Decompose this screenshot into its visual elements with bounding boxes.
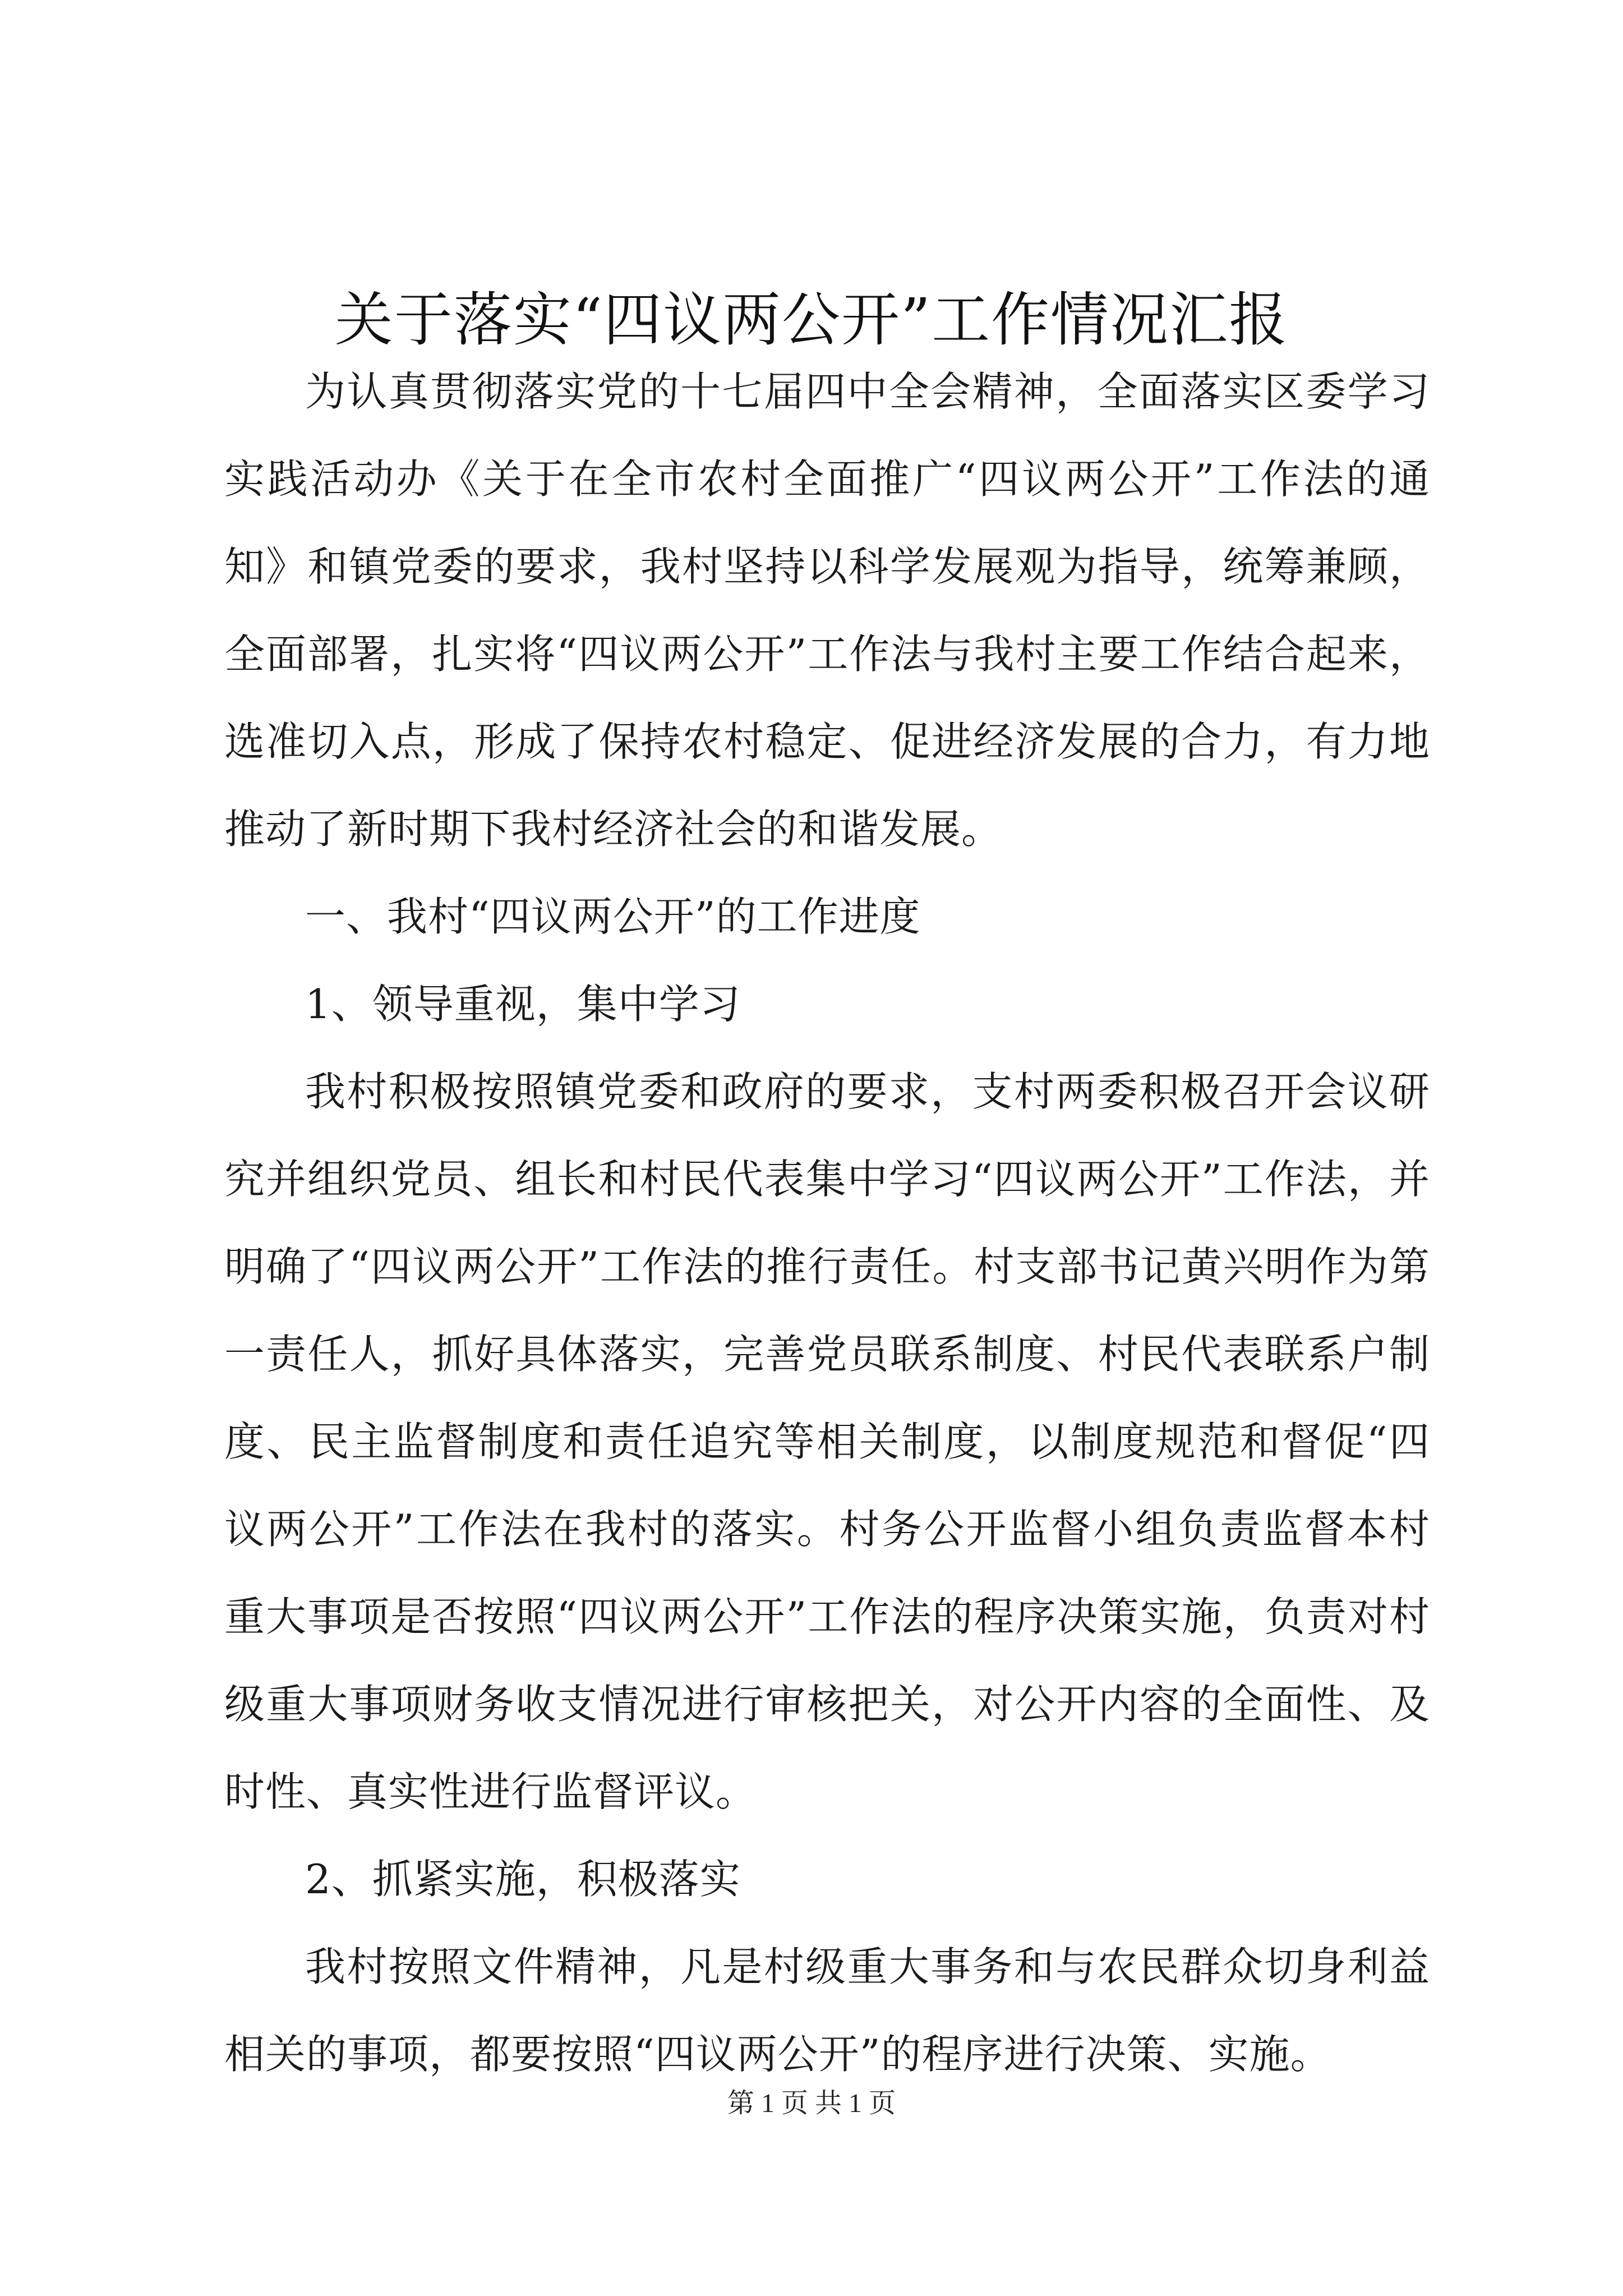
- document-title: 关于落实“四议两公开”工作情况汇报: [334, 286, 1289, 354]
- section-heading-1: 一、我村“四议两公开”的工作进度: [305, 893, 921, 940]
- body-paragraph-2: 我村按照文件精神，凡是村级重大事务和与农民群众切身利益相关的事项，都要按照“四议两公开”的程序进行决策、实施。: [224, 1943, 1430, 2078]
- subsection-heading-2: 2、抓紧实施，积极落实: [305, 1856, 741, 1903]
- subsection-heading-1: 1、领导重视，集中学习: [305, 981, 741, 1028]
- body-paragraph-1: 我村积极按照镇党委和政府的要求，支村两委积极召开会议研究并组织党员、组长和村民代表集中学习“四议两公开”工作法，并明确了“四议两公开”工作法的推行责任。村支部书记黄兴明作为第一责任人，抓好具体落实，完善党员联系制度、村民代表联系户制度、民主监督制度和责任追究等相关制度，以制度规范和督促“四议两公开”工作法在我村的落实。村务公开监督小组负责监督本村重大事项是否按照“四议两公开”工作法的程序决策实施，负责对村级重大事项财务收支情况进行审核把关，对公开内容的全面性、及时性、真实性进行监督评议。: [224, 1068, 1430, 1815]
- intro-paragraph: 为认真贯彻落实党的十七届四中全会精神，全面落实区委学习实践活动办《关于在全市农村全面推广“四议两公开”工作法的通知》和镇党委的要求，我村坚持以科学发展观为指导，统筹兼顾，全面部署，扎实将“四议两公开”工作法与我村主要工作结合起来，选准切入点，形成了保持农村稳定、促进经济发展的合力，有力地推动了新时期下我村经济社会的和谐发展。: [224, 368, 1430, 853]
- document-body: [224, 348, 1430, 2098]
- page-footer: 第 1 页 共 1 页: [727, 2088, 896, 2118]
